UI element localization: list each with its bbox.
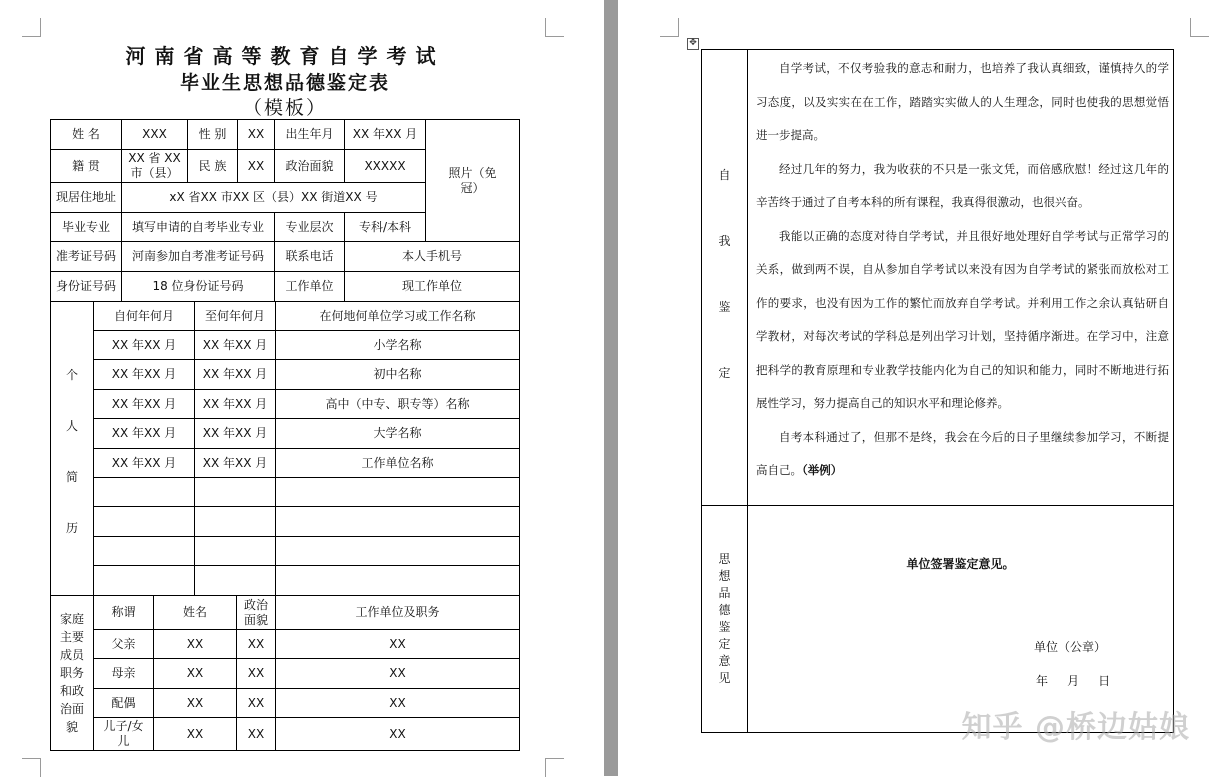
self-paragraph-last: 自考本科通过了，但那不是终，我会在今后的日子里继续参加学习，不断提高自己。: [756, 429, 1169, 477]
resume-label-char: 个: [65, 368, 78, 382]
native-label: 籍 贯: [51, 150, 122, 183]
name-label: 姓 名: [51, 120, 122, 150]
resume-cell-to: XX 年XX 月: [195, 331, 276, 360]
opinion-prompt: 单位签署鉴定意见。: [906, 557, 1015, 571]
resume-cell-from: XX 年XX 月: [94, 449, 195, 478]
form-template-tag: （模板）: [242, 97, 327, 119]
resume-section-label: [51, 302, 94, 596]
exam-no-label: 准考证号码: [51, 242, 122, 272]
resume-cell-place: 高中（中专、职专等）名称: [276, 390, 519, 419]
resume-cell-from: XX 年XX 月: [94, 360, 195, 390]
opinion-cell: [748, 506, 1173, 732]
family-cell-relation: 儿子/女儿: [94, 718, 154, 750]
resume-cell-from: XX 年XX 月: [94, 331, 195, 360]
family-cell-name: XX: [154, 659, 237, 689]
crop-mark: [1190, 18, 1209, 37]
family-cell-political: XX: [237, 659, 276, 689]
family-section-label: [51, 596, 94, 750]
resume-cell-to: XX 年XX 月: [195, 390, 276, 419]
resume-cell-to: XX 年XX 月: [195, 360, 276, 390]
self-paragraph: 经过几年的努力，我为收获的不只是一张文凭，而倍感欣慰！经过这几年的辛苦终于通过了自考本科的所有课程，我真得很激动，也很兴奋。: [756, 161, 1169, 209]
resume-cell-from: [94, 566, 195, 596]
political-value: XXXXX: [345, 150, 426, 183]
resume-cell-place: [276, 507, 519, 537]
resume-cell-to: XX 年XX 月: [195, 449, 276, 478]
level-label: 专业层次: [275, 213, 345, 242]
gender-value: XX: [238, 120, 275, 150]
watermark: 知乎 @桥边姑娘: [961, 710, 1190, 745]
political-label: 政治面貌: [275, 150, 345, 183]
crop-mark: [545, 18, 564, 37]
crop-mark: [22, 18, 41, 37]
self-paragraph: 我能以正确的态度对待自学考试，并且很好地处理好自学考试与正常学习的关系，做到两不误，自从参加自学考试以来没有因为自学考试的紧张而放松对工作的要求，也没有因为工作的繁忙而放弃自学考试。并利用工作之余认真钻研自学教材，对每次考试的学科总是列出学习计划，坚持循序渐进。在学习中，注意把科学的教育原理和专业教学技能内化为自己的知识和能力，同时不断地进行拓展性学习，努力提高自己的知识水平和理论修养。: [756, 228, 1169, 410]
resume-cell-from: [94, 507, 195, 537]
family-cell-relation: 父亲: [94, 630, 154, 659]
self-label-char: 我: [718, 234, 731, 248]
resume-cell-from: XX 年XX 月: [94, 419, 195, 449]
exam-no-value: 河南参加自考准考证号码: [122, 242, 275, 272]
level-value: 专科/本科: [345, 213, 426, 242]
left-page: [0, 0, 604, 776]
crop-mark: [660, 18, 679, 37]
family-cell-work: XX: [276, 659, 519, 689]
basic-info-table: [50, 119, 520, 751]
photo-cell: [426, 120, 519, 242]
self-label-char: 自: [718, 168, 731, 182]
family-cell-relation: 配偶: [94, 689, 154, 718]
family-cell-work: XX: [389, 726, 406, 741]
family-cell-work: XX: [276, 630, 519, 659]
opinion-section-label: [702, 506, 748, 732]
work-label: 工作单位: [275, 272, 345, 302]
opinion-label-text: 思想品德鉴定意见: [718, 552, 731, 685]
page-gutter: [604, 0, 618, 776]
resume-header-from: 自何年何月: [94, 302, 195, 331]
self-paragraph: [756, 421, 1169, 488]
gender-label: 性 别: [188, 120, 238, 150]
native-value: XX 省 XX 市（县）: [122, 150, 188, 183]
family-section-text: 家庭主要成员职务和政治面貌: [60, 612, 85, 734]
family-cell-political: XX: [237, 718, 276, 750]
photo-label: 照片（免冠）: [448, 165, 497, 195]
resume-cell-to: [195, 507, 276, 537]
family-header-work: 工作单位及职务: [276, 596, 519, 630]
example-tag: （举例）: [802, 463, 843, 477]
family-cell-political: XX: [237, 630, 276, 659]
self-section-label: [702, 50, 748, 506]
family-header-political: 政治面貌: [237, 596, 276, 630]
resume-cell-to: [195, 478, 276, 507]
seal-label: 单位（公章）: [1034, 640, 1107, 654]
resume-cell-place: 初中名称: [276, 360, 519, 390]
resume-label-char: 简: [65, 470, 78, 484]
form-title: 河南省高等教育自学考试: [125, 44, 445, 68]
family-header-relation: 称谓: [94, 596, 154, 630]
resume-cell-place: [276, 478, 519, 507]
id-value: 18 位身份证号码: [122, 272, 275, 302]
self-label-char: 定: [718, 366, 731, 380]
resume-cell-from: [94, 478, 195, 507]
work-value: 现工作单位: [345, 272, 519, 302]
ethnicity-value: XX: [238, 150, 275, 183]
family-cell-work: XX: [276, 689, 519, 718]
major-label: 毕业专业: [51, 213, 122, 242]
self-assessment-text: [756, 52, 1169, 488]
resume-cell-to: [195, 537, 276, 566]
id-label: 身份证号码: [51, 272, 122, 302]
resume-header-place: 在何地何单位学习或工作名称: [276, 302, 519, 331]
name-value: XXX: [122, 120, 188, 150]
family-cell-name: XX: [154, 630, 237, 659]
address-label: 现居住地址: [51, 183, 122, 213]
resume-cell-place: 工作单位名称: [276, 449, 519, 478]
crop-mark: [545, 758, 564, 777]
family-cell-name: XX: [154, 689, 237, 718]
resume-cell-to: XX 年XX 月: [195, 419, 276, 449]
resume-cell-from: [94, 537, 195, 566]
self-assessment-table: [701, 49, 1174, 733]
form-subtitle: 毕业生思想品德鉴定表: [179, 72, 390, 94]
table-move-handle-icon[interactable]: ✥: [687, 38, 699, 50]
family-cell-political: XX: [237, 689, 276, 718]
crop-mark: [22, 758, 41, 777]
resume-cell-from: XX 年XX 月: [94, 390, 195, 419]
birth-value: XX 年XX 月: [345, 120, 426, 150]
resume-cell-place: [276, 566, 519, 596]
resume-header-to: 至何年何月: [195, 302, 276, 331]
date-label: 年 月 日: [1036, 674, 1111, 688]
ethnicity-label: 民 族: [188, 150, 238, 183]
self-label-char: 鉴: [718, 300, 731, 314]
family-cell-name: XX: [154, 718, 237, 750]
self-paragraph: 自学考试，不仅考验我的意志和耐力，也培养了我认真细致，谨慎持久的学习态度，以及实实在在工作，踏踏实实做人的人生理念，同时也使我的思想觉悟进一步提高。: [756, 61, 1169, 142]
resume-cell-to: [195, 566, 276, 596]
major-value: 填写申请的自考毕业专业: [122, 213, 275, 242]
birth-label: 出生年月: [275, 120, 345, 150]
resume-cell-place: [276, 537, 519, 566]
resume-cell-place: 小学名称: [276, 331, 519, 360]
resume-label-char: 人: [65, 419, 78, 433]
family-cell-relation: 母亲: [94, 659, 154, 689]
resume-label-char: 历: [65, 521, 78, 535]
phone-value: 本人手机号: [345, 242, 519, 272]
phone-label: 联系电话: [275, 242, 345, 272]
resume-cell-place: 大学名称: [276, 419, 519, 449]
address-value: xX 省XX 市XX 区（县）XX 街道XX 号: [122, 183, 426, 213]
family-header-name: 姓名: [154, 596, 237, 630]
